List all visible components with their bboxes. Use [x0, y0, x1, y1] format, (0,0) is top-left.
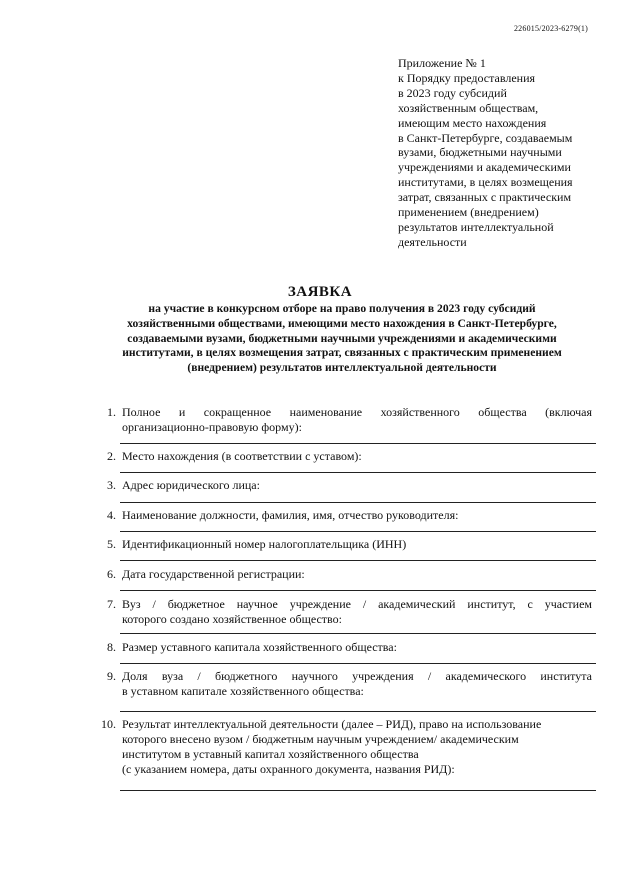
item-number: 4. [107, 508, 116, 522]
fill-line-2[interactable] [120, 472, 596, 473]
item-line: Наименование должности, фамилия, имя, отчество руководителя: [122, 508, 459, 522]
item-label [122, 449, 592, 464]
appendix-line: хозяйственным обществам, [398, 100, 539, 115]
item-label [122, 508, 592, 523]
appendix-line: к Порядку предоставления [398, 70, 536, 85]
item-number: 1. [107, 405, 116, 419]
item-line: Полное и сокращенное наименование хозяйственного общества (включая [122, 405, 592, 419]
subtitle-line: создаваемыми вузами, бюджетными научными учреждениями и академическими [127, 331, 557, 345]
item-label [122, 537, 592, 552]
fill-line-10[interactable] [120, 790, 596, 791]
appendix-note [398, 56, 608, 250]
appendix-line: деятельности [398, 234, 467, 249]
item-line: институтом в уставный капитал хозяйственного общества [122, 747, 419, 761]
item-number: 7. [107, 597, 116, 611]
fill-line-9[interactable] [120, 711, 596, 712]
appendix-line: вузами, бюджетными научными [398, 145, 562, 160]
appendix-line: в 2023 году субсидий [398, 85, 507, 100]
item-line: Идентификационный номер налогоплательщика (ИНН) [122, 537, 407, 551]
fill-line-4[interactable] [120, 531, 596, 532]
item-label [122, 405, 592, 435]
item-line: (с указанием номера, даты охранного документа, названия РИД): [122, 762, 455, 776]
appendix-line: затрат, связанных с практическим [398, 190, 572, 205]
subtitle-line: хозяйственными обществами, имеющими место нахождения в Санкт-Петербурге, [127, 316, 557, 330]
subtitle-line: на участие в конкурсном отборе на право получения в 2023 году субсидий [148, 302, 536, 315]
item-line: Место нахождения (в соответствии с уставом): [122, 449, 362, 463]
item-line: Размер уставного капитала хозяйственного общества: [122, 640, 397, 654]
appendix-line: результатов интеллектуальной [398, 219, 554, 234]
item-line: Адрес юридического лица: [122, 478, 260, 492]
subtitle-line: (внедрением) результатов интеллектуальной деятельности [187, 361, 497, 375]
document-subtitle [86, 302, 598, 376]
subtitle-line: институтами, в целях возмещения затрат, связанных с практическим применением [122, 346, 562, 360]
item-line: Доля вуза / бюджетного научного учреждения / академического института [122, 669, 592, 683]
item-line: которого внесено вузом / бюджетным научным учреждением/ академическим [122, 732, 519, 746]
fill-line-6[interactable] [120, 590, 596, 591]
document-number: 226015/2023-6279(1) [513, 24, 588, 33]
appendix-line: учреждениями и академическими [398, 160, 571, 175]
item-line: Результат интеллектуальной деятельности (далее – РИД), право на использование [122, 717, 542, 731]
item-number: 5. [107, 537, 116, 551]
item-label [122, 717, 592, 777]
appendix-line: в Санкт-Петербурге, создаваемым [398, 130, 573, 145]
item-label [122, 640, 592, 655]
appendix-line: Приложение № 1 [398, 56, 486, 70]
item-line: Вуз / бюджетное научное учреждение / академический институт, с участием [122, 597, 592, 611]
appendix-line: имеющим место нахождения [398, 115, 547, 130]
item-line: которого создано хозяйственное общество: [122, 612, 342, 626]
item-line: организационно-правовую форму): [122, 420, 302, 434]
item-number: 6. [107, 567, 116, 581]
fill-line-7[interactable] [120, 633, 596, 634]
fill-line-5[interactable] [120, 560, 596, 561]
fill-line-1[interactable] [120, 443, 596, 444]
item-label [122, 478, 592, 493]
item-number: 3. [107, 478, 116, 492]
appendix-line: применением (внедрением) [398, 205, 539, 220]
document-title: ЗАЯВКА [287, 284, 353, 300]
item-number: 8. [107, 640, 116, 654]
fill-line-3[interactable] [120, 502, 596, 503]
item-label [122, 597, 592, 627]
item-number: 9. [107, 669, 116, 683]
item-line: в уставном капитале хозяйственного общества: [122, 684, 364, 698]
item-label [122, 567, 592, 582]
item-number: 10. [101, 717, 116, 731]
fill-line-8[interactable] [120, 663, 596, 664]
item-line: Дата государственной регистрации: [122, 567, 305, 581]
item-label [122, 669, 592, 699]
item-number: 2. [107, 449, 116, 463]
appendix-line: институтами, в целях возмещения [398, 175, 573, 190]
